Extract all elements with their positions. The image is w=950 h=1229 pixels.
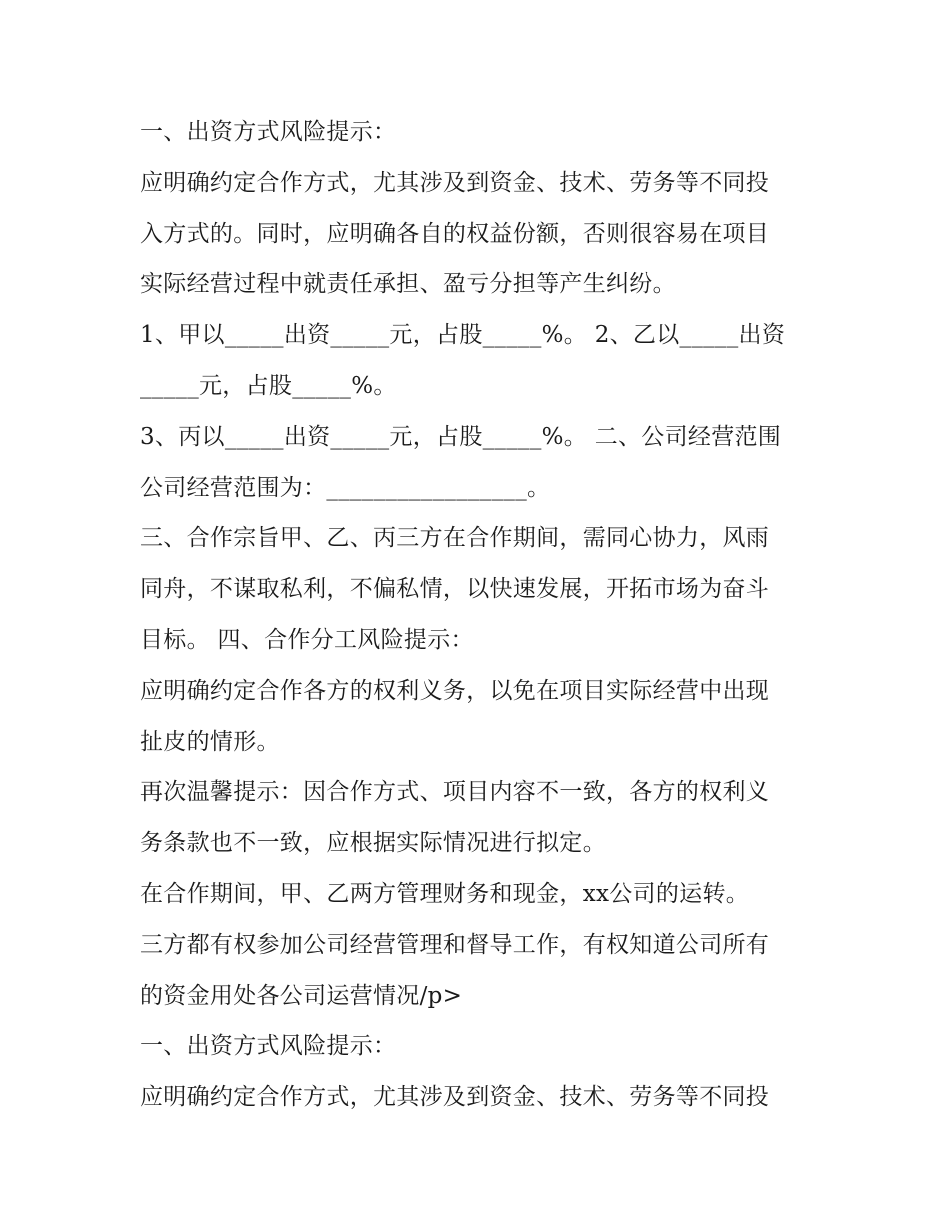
- business-scope-line: 公司经营范围为：_________________。: [140, 474, 551, 501]
- text-line: 在合作期间，甲、乙两方管理财务和现金，xx公司的运转。: [140, 880, 750, 907]
- text-line: 的资金用处各公司运营情况/p>: [140, 982, 463, 1009]
- capital-clause-line: _____元，占股_____%。: [140, 372, 397, 399]
- capital-clause-line: 1、甲以_____出资_____元，占股_____%。 2、乙以_____出资: [140, 322, 786, 349]
- text-line: 扯皮的情形。: [140, 728, 280, 755]
- document-body: [140, 107, 830, 1123]
- capital-clause-line: 3、丙以_____出资_____元，占股_____%。 二、公司经营范围: [140, 423, 782, 450]
- text-line: 入方式的。同时，应明确各自的权益份额，否则很容易在项目: [140, 220, 770, 247]
- text-line: 三、合作宗旨甲、乙、丙三方在合作期间，需同心协力，风雨: [140, 525, 770, 552]
- text-line: 再次温馨提示：因合作方式、项目内容不一致，各方的权利义: [140, 779, 770, 806]
- text-line: 应明确约定合作方式，尤其涉及到资金、技术、劳务等不同投: [140, 1084, 770, 1111]
- text-line: 三方都有权参加公司经营管理和督导工作，有权知道公司所有: [140, 931, 770, 958]
- text-line: 同舟，不谋取私利，不偏私情，以快速发展，开拓市场为奋斗: [140, 576, 770, 603]
- text-line: 应明确约定合作方式，尤其涉及到资金、技术、劳务等不同投: [140, 169, 770, 196]
- text-line: 目标。 四、合作分工风险提示：: [140, 626, 474, 653]
- text-line: 实际经营过程中就责任承担、盈亏分担等产生纠纷。: [140, 271, 676, 298]
- heading-capital-risk: 一、出资方式风险提示：: [140, 119, 397, 145]
- text-line: 应明确约定合作各方的权利义务，以免在项目实际经营中出现: [140, 677, 770, 704]
- heading-capital-risk-repeat: 一、出资方式风险提示：: [140, 1033, 397, 1060]
- text-line: 务条款也不一致，应根据实际情况进行拟定。: [140, 830, 606, 857]
